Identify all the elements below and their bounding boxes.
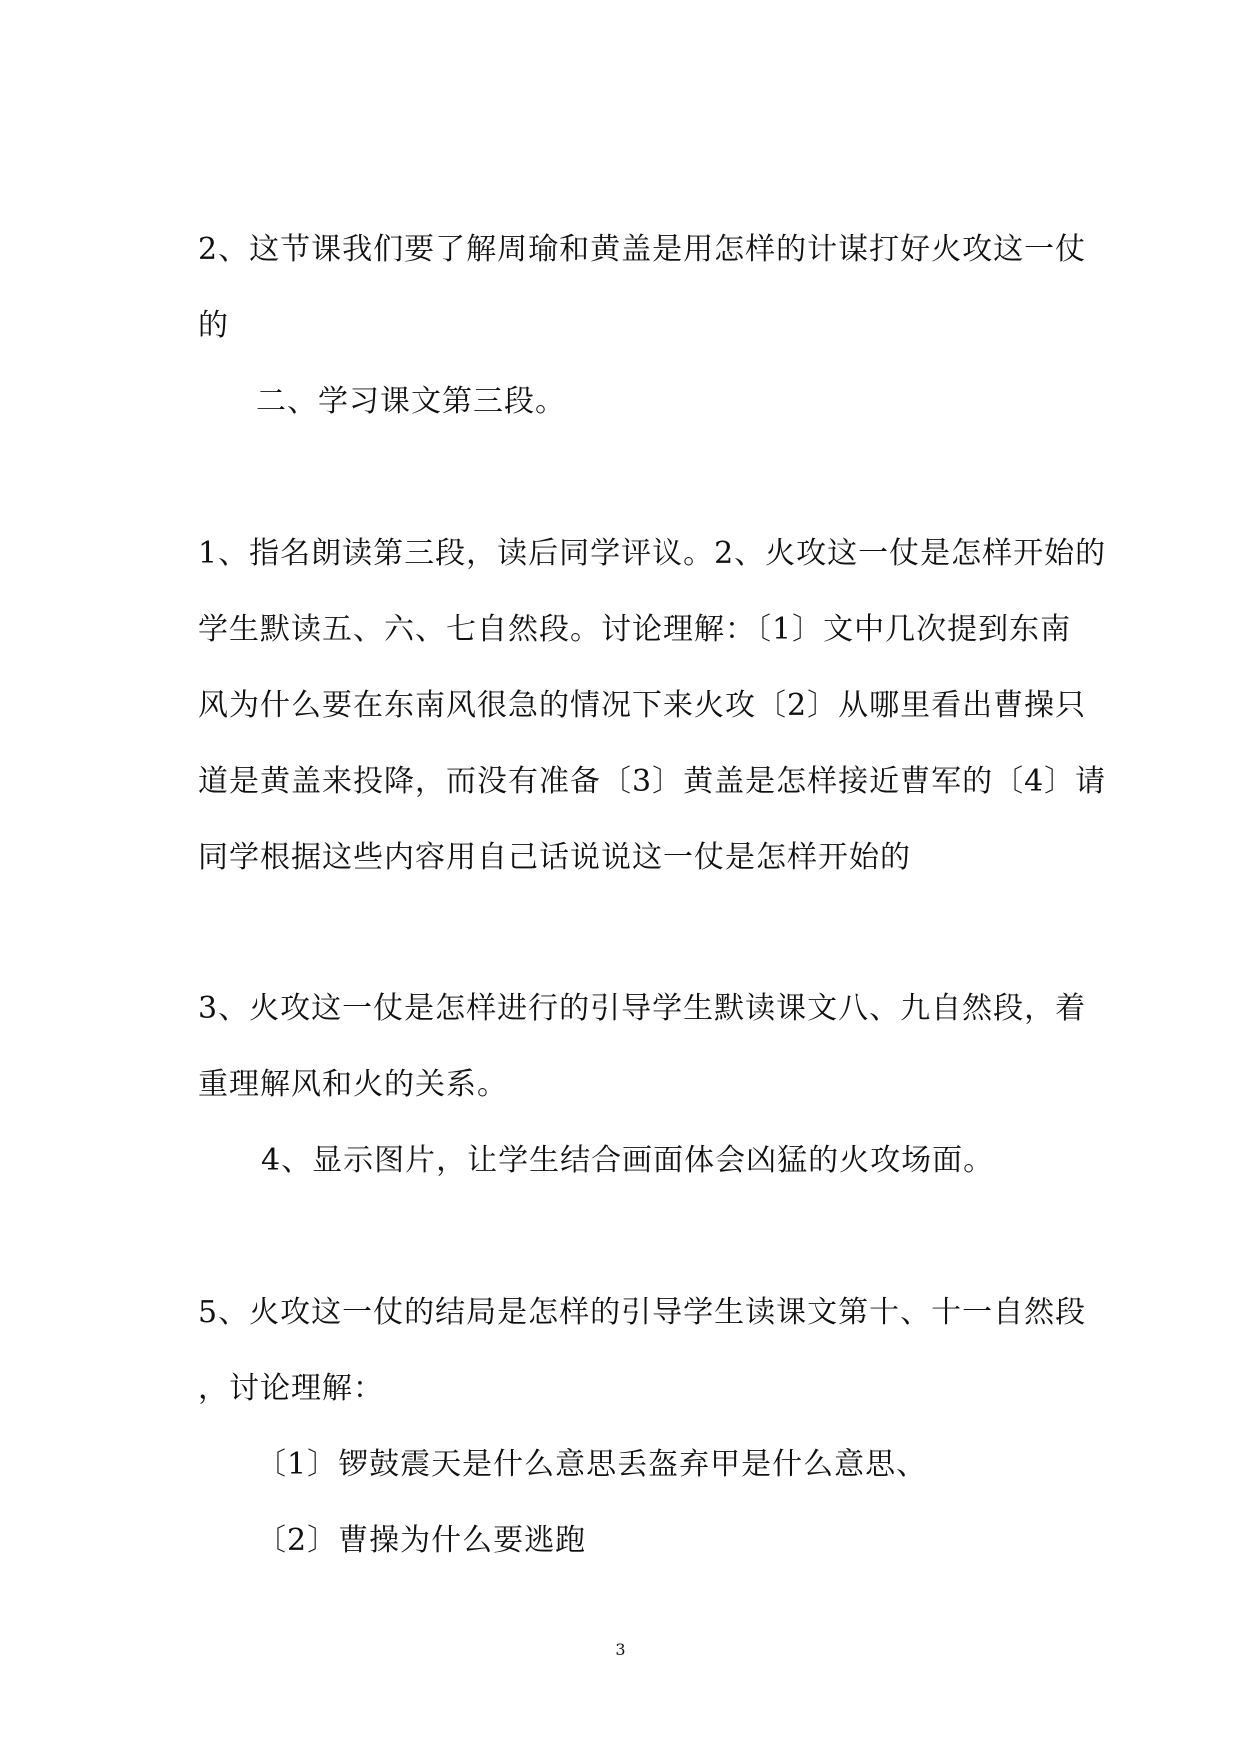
page-number: 3: [615, 1640, 626, 1659]
paragraph-line: ，讨论理解：: [198, 1371, 384, 1406]
paragraph-line: 同学根据这些内容用自己话说说这一仗是怎样开始的: [198, 840, 911, 875]
paragraph-line: 1、指名朗读第三段，读后同学评议。2、火攻这一仗是怎样开始的: [198, 536, 1107, 571]
paragraph-line: 重理解风和火的关系。: [198, 1067, 508, 1102]
paragraph-line: 4、显示图片，让学生结合画面体会凶猛的火攻场面。: [261, 1143, 995, 1178]
list-item: 〔1〕锣鼓震天是什么意思丢盔弃甲是什么意思、: [256, 1447, 928, 1482]
section-heading: 二、学习课文第三段。: [256, 384, 566, 419]
paragraph-line: 道是黄盖来投降，而没有准备〔3〕黄盖是怎样接近曹军的〔4〕请: [198, 764, 1107, 799]
paragraph-line: 的: [198, 308, 229, 343]
paragraph-line: 3、火攻这一仗是怎样进行的引导学生默读课文八、九自然段，着: [198, 991, 1087, 1026]
paragraph-line: 风为什么要在东南风很急的情况下来火攻〔2〕从哪里看出曹操只: [198, 688, 1087, 723]
paragraph-line: 5、火攻这一仗的结局是怎样的引导学生读课文第十、十一自然段: [198, 1295, 1087, 1330]
list-item: 〔2〕曹操为什么要逃跑: [256, 1523, 587, 1558]
paragraph-line: 2、这节课我们要了解周瑜和黄盖是用怎样的计谋打好火攻这一仗: [198, 232, 1087, 267]
paragraph-line: 学生默读五、六、七自然段。讨论理解：〔1〕文中几次提到东南: [198, 612, 1072, 647]
